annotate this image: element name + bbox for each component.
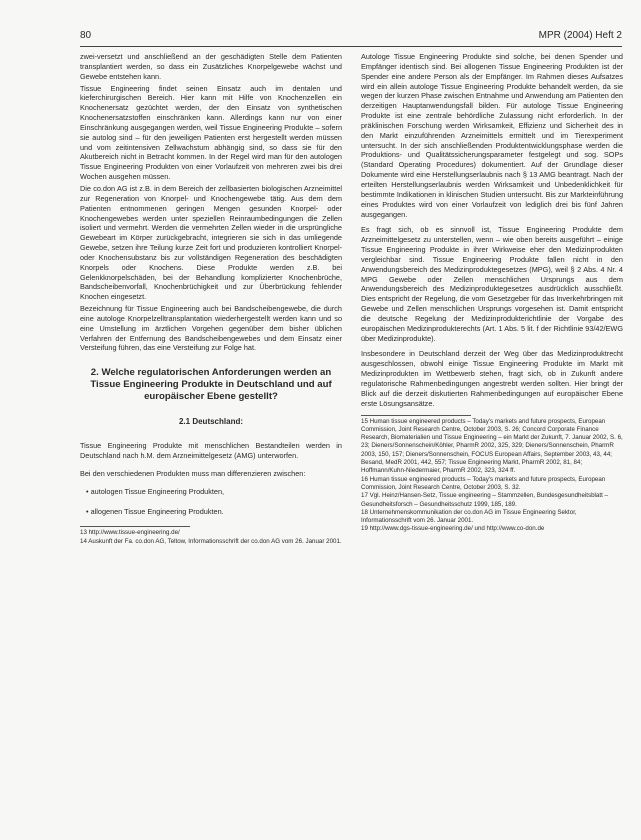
left-column [80, 52, 342, 546]
footnotes [361, 418, 623, 534]
footnote: 14 Auskunft der Fa. co.don AG, Teltow, Informationsschrift der co.don AG vom 26. Januar 2001. [80, 537, 342, 545]
paragraph: Autologe Tissue Engineering Produkte sind solche, bei denen Spender und Empfänger identisch sind. Bei allogenen Tissue Engineering Produkten ist der Spender eine andere Person als der Empfänger. Im Rahmen dieses Aufsatzes wird ein allein autologe Tissue Engineering Produkte behandelt werden, da sie wegen der kurzen Phase zwischen Entnahme und Anwendung am Patienten den derzeitigen Hauptanwendungsfall bilden. Für autologe Tissue Engineering Produkte ist eine zentrale behördliche Zulassung nicht erforderlich. In der präklinischen Forschung werden Wirksamkeit, Effizienz und Sicherheit des in den Markt einzuführenden Arzneimittels ermittelt und im Tierexperiment untersucht. In der sich anschließenden Produktentwicklungsphase werden die Produktions- und Qualitätssicherungsparameter festgelegt und sog. SOPs (Standard Operating Procedures) dokumentiert. Auf der Grundlage dieser Dokumente wird eine Herstellungserlaubnis nach § 13 AMG beantragt. Nach der erteilten Herstellungserlaubnis werden Wirksamkeit und Unbedenklichkeit für bestimmte Indikationen in klinischen Studien untersucht. Bis zur Markteinführung eines Produktes wird von einer Vorlaufzeit von lediglich drei bis fünf Jahren ausgegangen. [361, 52, 623, 219]
paragraph: Die co.don AG ist z.B. in dem Bereich der zellbasierten biologischen Arzneimittel zur Regeneration von Knorpel- und Knochengewebe tätig. Aus dem dem Patienten entnommenen geringen Mengen gesunden Knorpel- oder Knochengewebes werden unter speziellen Reinraumbedingungen die Zellen isoliert und vermehrt. Werden die vermehrten Zellen wieder in die ursprüngliche Gewebeart im Körper zurückgebracht, integrieren sie sich in das umliegende Gewebe, setzen ihre Teilung kurze Zeit fort und produzieren kontrolliert Knorpel- oder Knochensubstanz bis zur vollständigen Regeneration des beschädigten Knorpels oder Knochens. Diese Produkte werden z.B. bei Gelenkknorpelschäden, bei der Behandlung komplizierter Knochenbrüche, Bandscheibenvorfall, Knochenbrüchigkeit und zur Überbrückung fehlender Knochen eingesetzt. [80, 183, 342, 302]
bullet-list [80, 487, 342, 517]
list-item: • autologen Tissue Engineering Produkten, [86, 487, 342, 497]
section-heading: 2. Welche regulatorischen Anforderungen werden an Tissue Engineering Produkte in Deutschland und auf europäischer Ebene gestellt? [90, 367, 332, 403]
paragraph: Insbesondere in Deutschland derzeit der Weg über das Medizinproduktrecht ausgeschlossen, obwohl einige Tissue Engineering Produkte im Markt mit Medizinprodukten im Wettbewerb stehen, fragt sich, ob in Zukunft andere regulatorische Rahmenbedingungen angestrebt werden sollten. Hier bringt der Blick auf die derzeit diskutierten Rahmenbedingungen auf europäischer Ebene erste Lösungsansätze. [361, 349, 623, 408]
paragraph: Bei den verschiedenen Produkten muss man differenzieren zwischen: [80, 468, 306, 478]
footnote: 15 Human tissue engineered products – Today's markets and future prospects, European Commission, Joint Research Centre, October 2003, S. 26; Concord Corporate Finance Research, Biomaterialien und Tissue Engineering – ein Markt der Zukunft, 7. Januar 2002, S. 6, 23; Dieners/Sonnenschein/Köhler, PharmR 2002, 325, 329; Dieners/Sonnenschein, PharmR 2003, 150, 157; Dieners/Sonnenschein, FOCUS European Affairs, September 2003, 43, 44; Besand, MedR 2001, 442, 557; Tissue Engineering Markt, PharmR 2002, 81, 84; Hoffmann/Kuhn-Niedermaier, PharmR 2002, 323, 324 ff. [361, 417, 623, 475]
footnote: 19 http://www.dgs-tissue-engineering.de/ und http://www.co-don.de [361, 525, 545, 533]
paragraph: Es fragt sich, ob es sinnvoll ist, Tissue Engineering Produkte dem Arzneimittelgesetz zu unterstellen, wenn – wie oben bereits ausgeführt – einige Tissue Engineering Produkte in ihrer Wirkweise eher den Medizinprodukten vergleichbar sind. Tissue Engineering Produkte fallen nicht in den Anwendungsbereich des Medizinproduktegesetzes (MPG), weil § 2 Abs. 4 Nr. 4 MPG Gewebe oder Zellen menschlichen Ursprungs aus dem Anwendungsbereich des Medizinproduktegesetzes ausdrücklich ausschließt. Dies entspricht der Regelung, die vom Gesetzgeber für das Inverkehrbringen mit Gewebe und Zellen menschlichen Ursprungs vorgesehen ist. Damit entspricht die deutsche Regelung der Medizinprodukterichtlinie der Vorgabe des europäischen Medizinprodukterechts (Art. 1 Abs. 5 lit. f der Richtlinie 93/42/EWG über Medizinprodukte). [361, 225, 623, 343]
paragraph: Tissue Engineering findet seinen Einsatz auch im dentalen und kieferchirurgischen Bereich. Hier kann mit Hilfe von Knochenzellen ein Knochenersatz gezüchtet werden, der den Einsatz von synthetischen Knochenersatzstoffen einschränken kann. Allerdings kann nur von einer Einschränkung ausgegangen werden, weil Tissue Engineering Produkte – sofern sie autolog sind – für den jeweiligen Patienten erst hergestellt werden müssen und vom zeitintensiven Zellwachstum abhängig sind, so dass sie für den Akutbereich nicht in Betracht kommen. In der Regel wird man für den autologen Tissue Engineering Produkten von einer Vorlaufzeit von mehreren zwei bis drei Wochen ausgehen müssen. [80, 83, 342, 182]
footnote-rule [80, 526, 190, 527]
list-item: • allogenen Tissue Engineering Produkten. [86, 507, 342, 517]
page-header [80, 30, 622, 41]
journal-reference: MPR (2004) Heft 2 [538, 30, 622, 41]
footnote: 13 http://www.tissue-engineering.de/ [80, 529, 180, 537]
paragraph: Bezeichnung für Tissue Engineering auch bei Bandscheibengewebe, die durch eine autologe Knorpelzelltransplantation wiederhergestellt werden kann und so eine Umstellung im ärztlichen Vorgehen gegenüber dem bisher üblichen Verfahren der Entfernung des Bandscheibengewebes und dem Einsatz einer Versteifung führen, das eine Versteifung zur Folge hat. [80, 304, 342, 353]
right-column [361, 52, 623, 534]
footnote: 17 Vgl. Heinz/Hansen-Setz, Tissue engineering – Stammzellen, Bundesgesundheitsblatt – Gesundheitsforsch – Gesundheitsschutz 1999, 185, 189. [361, 492, 608, 508]
paragraph: zwei-versetzt und anschließend an der geschädigten Stelle dem Patienten transplantiert werden, so dass ein Zusätzliches Knorpelgewebe wächst und Gewebe entstehen kann. [80, 52, 342, 81]
footnote: 18 Unternehmenskommunikation der co.don AG im Tissue Engineering Sektor, Informationsschrift vom 26. Januar 2001. [361, 508, 577, 525]
header-rule [80, 46, 622, 47]
paragraph: Tissue Engineering Produkte mit menschlichen Bestandteilen werden in Deutschland nach h.M. dem Arzneimittelgesetz (AMG) unterworfen. [80, 441, 342, 460]
footnotes [80, 529, 342, 546]
footnote: 16 Human tissue engineered products – Today's markets and future prospects, European Commission, Joint Research Centre, October 2003, S. 32. [361, 475, 606, 491]
subsection-heading: 2.1 Deutschland: [178, 417, 243, 427]
footnote-rule [361, 415, 471, 416]
page-number: 80 [80, 30, 92, 41]
